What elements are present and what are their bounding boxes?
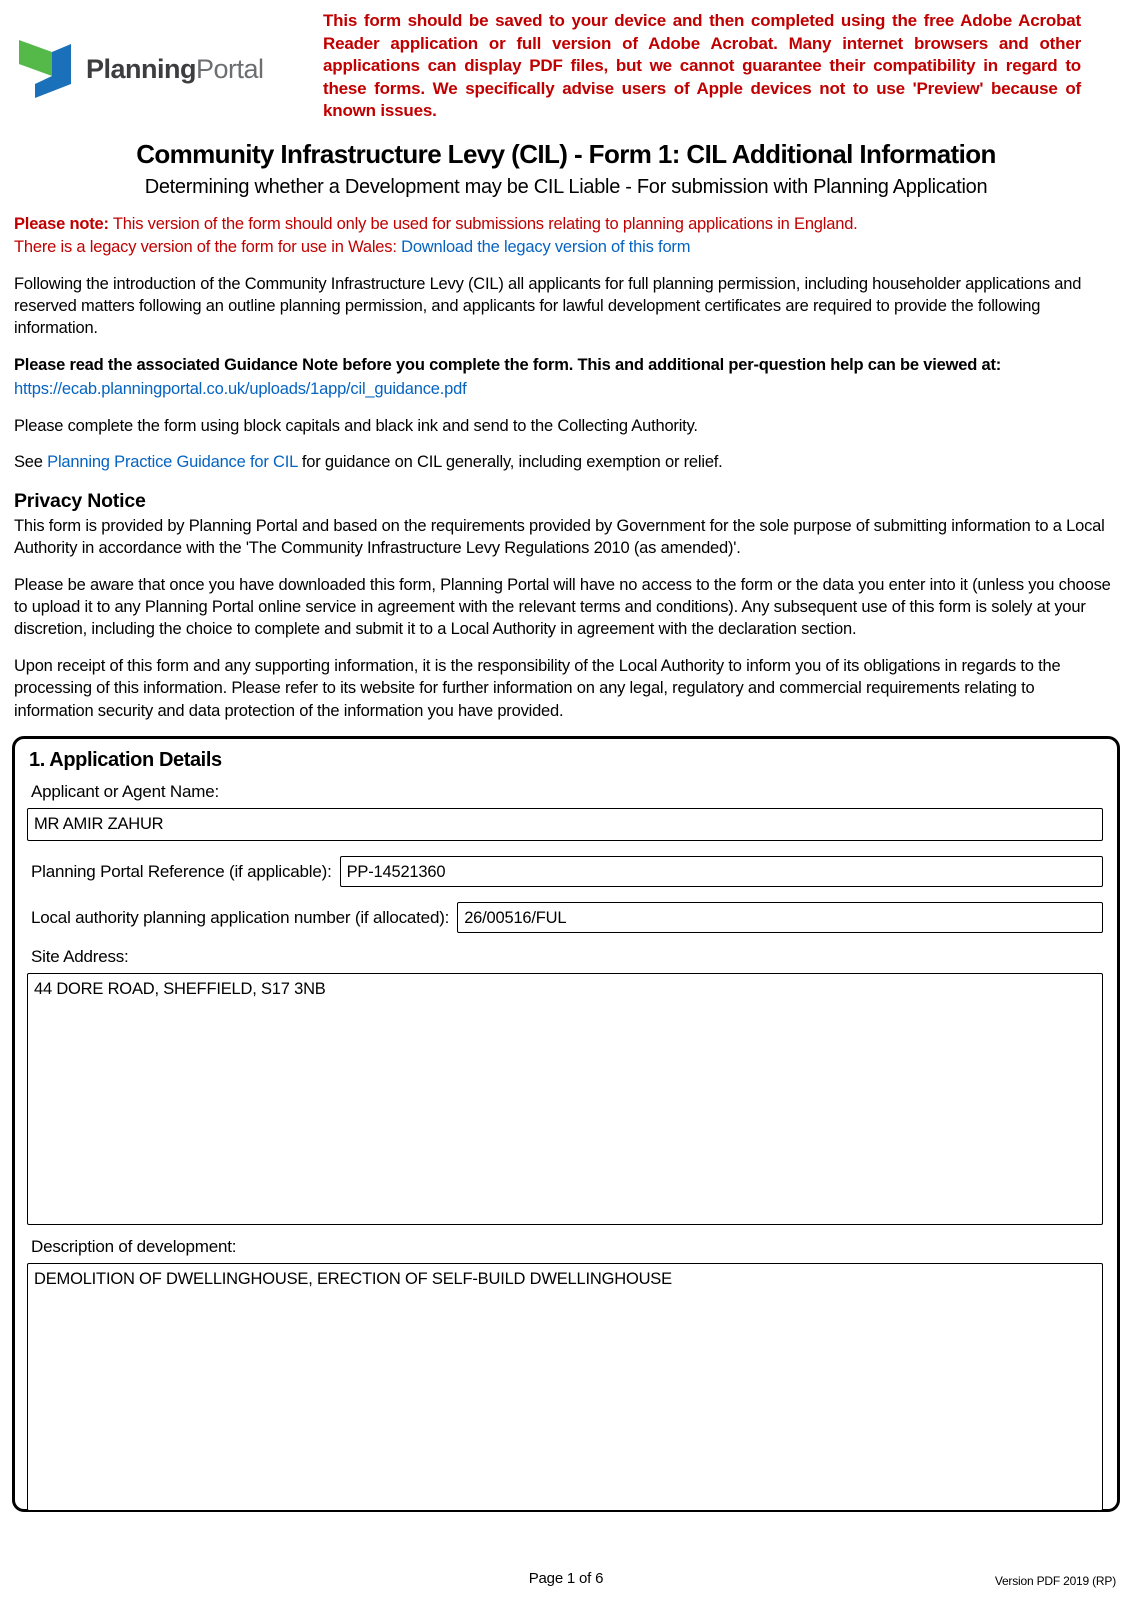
- form-version: Version PDF 2019 (RP): [994, 1574, 1116, 1588]
- applicant-name-label: Applicant or Agent Name:: [31, 782, 219, 802]
- privacy-paragraph-1: This form is provided by Planning Portal and based on the requirements provided by Government for the sole purpose of submitting information to a Local Authority in accordance with the 'The Community Infrastructure Levy Regulations 2010 (as amended)'.: [14, 516, 1105, 558]
- pp-reference-row: [27, 856, 1103, 887]
- site-address-label: Site Address:: [31, 947, 129, 967]
- description-field[interactable]: DEMOLITION OF DWELLINGHOUSE, ERECTION OF SELF-BUILD DWELLINGHOUSE: [27, 1263, 1103, 1511]
- la-number-row: [27, 902, 1103, 933]
- la-number-field[interactable]: 26/00516/FUL: [457, 902, 1103, 933]
- planning-portal-logo: [12, 10, 312, 106]
- form-subtitle: Determining whether a Development may be CIL Liable - For submission with Planning Application: [144, 176, 988, 199]
- page-header: [12, 10, 1120, 123]
- privacy-paragraph-3: Upon receipt of this form and any supporting information, it is the responsibility of the Local Authority to inform you of its obligations in regards to the processing of this information. Please refer to its website for further information on any legal, regulatory and commercial requirements relating to information security and data protection of the information you have provided.: [14, 656, 1061, 720]
- legacy-form-link[interactable]: Download the legacy version of this form: [401, 237, 691, 256]
- block-capitals-text: Please complete the form using block capitals and black ink and send to the Collecting Authority.: [14, 416, 698, 435]
- guidance-pdf-link[interactable]: https://ecab.planningportal.co.uk/uploads/1app/cil_guidance.pdf: [14, 380, 467, 399]
- logo-wordmark: [86, 54, 264, 85]
- england-note: [14, 213, 1120, 236]
- description-label: Description of development:: [31, 1237, 237, 1257]
- pp-reference-field[interactable]: PP-14521360: [340, 856, 1103, 887]
- page-number: Page 1 of 6: [528, 1570, 604, 1587]
- application-details-heading: 1. Application Details: [29, 749, 222, 772]
- adobe-warning-text: This form should be saved to your device and then completed using the free Adobe Acrobat Reader application or full version of Adobe Acrobat. Many internet browsers and other applications can display PDF files, but we cannot guarantee their compatibility in regard to these forms. We specifically advise users of Apple devices not to use 'Preview' because of known issues.: [323, 11, 1081, 121]
- guidance-link-line: [14, 378, 1118, 400]
- form-title: Community Infrastructure Levy (CIL) - Form 1: CIL Additional Information: [136, 139, 996, 170]
- planning-portal-logo-icon: [16, 32, 74, 106]
- privacy-notice-heading: Privacy Notice: [14, 489, 146, 512]
- wales-note: [14, 236, 1120, 259]
- logo-text-planning: Planning: [86, 53, 196, 84]
- see-prefix: See: [14, 453, 48, 472]
- guidance-note-text: Please read the associated Guidance Note before you complete the form. This and additional per-question help can be viewed at:: [14, 355, 1002, 374]
- please-note-text: This version of the form should only be used for submissions relating to planning applications in England.: [108, 215, 858, 234]
- pp-reference-label: Planning Portal Reference (if applicable):: [31, 861, 332, 881]
- see-guidance-line: [14, 451, 1118, 473]
- la-number-label: Local authority planning application number (if allocated):: [31, 907, 450, 927]
- logo-text-portal: Portal: [196, 53, 264, 84]
- ppg-cil-link[interactable]: Planning Practice Guidance for CIL: [47, 453, 298, 472]
- see-suffix: for guidance on CIL generally, including exemption or relief.: [297, 453, 723, 472]
- application-details-section: [12, 736, 1120, 1512]
- page-footer: [0, 1570, 1132, 1592]
- wales-note-text: There is a legacy version of the form for use in Wales:: [14, 237, 402, 256]
- site-address-field[interactable]: 44 DORE ROAD, SHEFFIELD, S17 3NB: [27, 973, 1103, 1225]
- please-note-label: Please note:: [14, 215, 109, 234]
- privacy-paragraph-2: Please be aware that once you have downloaded this form, Planning Portal will have no access to the form or the data you enter into it (unless you choose to upload it to any Planning Portal online service in agreement with the relevant terms and conditions). Any subsequent use of this form is solely at your discretion, including the choice to complete and submit it to a Local Authority in agreement with the declaration section.: [14, 575, 1111, 639]
- intro-paragraph: Following the introduction of the Community Infrastructure Levy (CIL) all applicants for full planning permission, including householder applications and reserved matters following an outline planning permission, and applicants for lawful development certificates are required to provide the following information.: [14, 274, 1082, 338]
- applicant-name-field[interactable]: MR AMIR ZAHUR: [27, 808, 1103, 841]
